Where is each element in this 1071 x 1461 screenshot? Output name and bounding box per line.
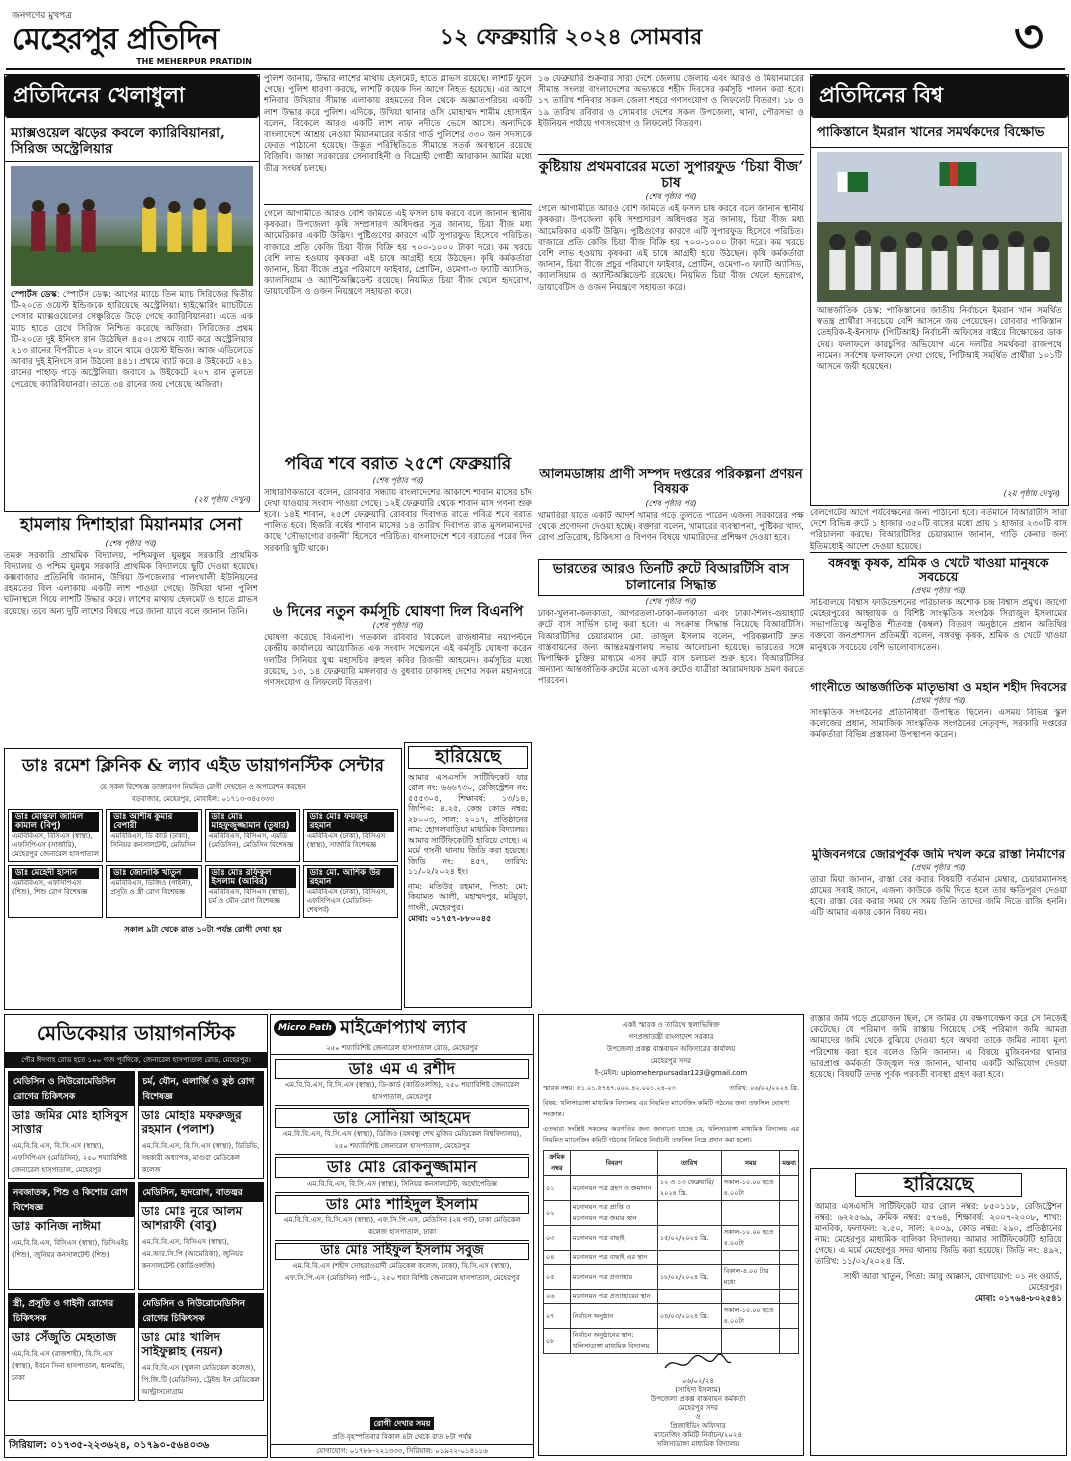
clinic-doctor-card: ডাঃ মো. আশিক উর রহমান এমবিবিএস (ঢাকা), বিসিএস, এফসিপিএস (মেডিসিন-শেষপর্ব)	[303, 865, 398, 918]
world-lower-column	[810, 508, 1067, 744]
myanmar-article	[4, 514, 258, 742]
lost-notice-1-title: হারিয়েছে	[408, 746, 528, 769]
lost-notice-2-body: আমার এসএসসি সার্টিফিকেট যার রোল নম্বর: ৮৫০১১৮, রেজিস্ট্রেশন নম্বর: ৬২২৫৬৯, ক্রমিক নম্বর: ৫৭৬৪, শিক্ষাবর্ষ: ২০০৭-২০০৮, শাখা: মানবিক, ফলাফল: ২.৫০, সাল: ২০০৯, কোড নম্বর: ২৯০, প্রতিষ্ঠানের নাম: মেহেরপুর মাধ্যমিক বালিকা বিদ্যালয়। আমার সার্টিফিকেটটি হারিয়ে গেছে। এ মর্মে মেহেরপুর সদর থানায় জিডি করা হয়েছে। জিডি নং: ৪৯২, তারিখ: ১১/০২/২০২৪ খ্রি.	[815, 1200, 1062, 1266]
micropath-doctor: ডাঃ মোঃ সাইফুল ইসলাম সবুজ এম.বি.বি.এস (শহীদ সোহরাওয়ার্দী মেডিকেল কলেজ, ঢাকা), বি.সি.এস (স্বাস্থ্য), এফ.সি.পি.এস (মেডিসিন) পার্ট-১, ২৫০ শয্যা বিশিষ্ট জেনারেল হাসপাতাল, মেহেরপুর	[275, 1241, 529, 1286]
cricket-photo	[11, 166, 253, 286]
newspaper-name: মেহেরপুর প্রতিদিন	[12, 22, 219, 57]
lost-notice-2-person: সাথী আরা খাতুন, পিতা: আবু আক্কাস, যোগাযোগ: ০১ নং ওয়ার্ড, মেহেরপুর।	[843, 1270, 1062, 1293]
clinic-ad-subtitle: যে সকল বিশেষজ্ঞ ডাক্তারগণ নিয়মিত রোগী দেখছেন ও অপারেশন করছেন	[100, 783, 306, 791]
signatory-name: (সাহিদা ইসলাম)	[675, 1386, 721, 1394]
micropath-doctor: ডাঃ এম এ রশীদ এম.বি.বি.এস, বি.সি.এস (স্বাস্থ্য), ডি-কার্ড (কার্ডিওলজি), ২৫০ শয্যাবিশিষ্ট জেনারেল হাসপাতাল, মেহেরপুর	[275, 1057, 529, 1106]
newspaper-name-english: THE MEHERPUR PRATIDIN	[136, 57, 252, 66]
cricket-players-illustration	[11, 166, 253, 286]
bnp-program-body: ১৬ ফেব্রুয়ারি শুক্রবার সারা দেশে জেলায় জেলায় এবং আরও ও মিয়ানমারের সীমান্ত সংলগ্ন বাংলাদেশের অভ্যন্তরে শহীদ দিবসের কর্মসূচি পালন করা হবে। ১৭ তারিখ শনিবার সকল জেলা শহরে গণসংযোগ ও লিফলেট বিতরণ। ১৮ ও ১৯ তারিখ রবিবার ও সোমবার দেশের সকল উপজেলা, থানা, পৌরসভা ও ইউনিয়ন পর্যায়ে গণসংযোগ ও লিফলেট বিতরণ।	[538, 74, 804, 129]
mujibnagar-body: তারা মিয়া জানান, রাস্তা বের করার বিষয়টি বর্তমান মেম্বার, চেয়ারম্যানসহ গ্রামের সবাই জানে, এজন্য কাউকে জমি দিতে হলে তার ক্ষতিপূরণ দেওয়া হবে। রাস্তা বের করার সময় সে সময় তিনি তাদের জমি দিতে রাজি হননি। এটি আমার একার কোন বিষয় নয়।	[810, 874, 1067, 919]
sports-headline: ম্যাক্সওয়েল ঝড়ের কবলে ক্যারিবিয়ানরা, সিরিজ অস্ট্রেলিয়ার	[5, 118, 259, 162]
world-headline: পাকিস্তানে ইমরান খানের সমর্থকদের বিক্ষোভ	[811, 118, 1068, 148]
bnp-headline: ৬ দিনের নতুন কর্মসূচি ঘোষণা দিল বিএনপি	[272, 602, 524, 620]
bnp-continued: (শেষ পৃষ্ঠার পর)	[372, 621, 424, 631]
world-continued: (২য় পৃষ্ঠায় দেখুন)	[1003, 489, 1060, 498]
table-row: ০৮ নির্বাচন অনুষ্ঠানের স্থান: খলিসাডাঙ্গা মাধ্যমিক বিদ্যালয়	[544, 1329, 799, 1354]
masthead-tagline: জনগণের মুখপত্র	[12, 11, 72, 21]
clinic-doctor-grid	[5, 809, 401, 918]
bangabandhu-headline: বঙ্গবন্ধু কৃষক, শ্রমিক ও খেটে খাওয়া মানুষকে সবচেয়ে	[810, 552, 1067, 585]
signatory-role: প্রিজাইডিং অফিসার	[670, 1422, 726, 1430]
lost-notice-1-mobile: মোবা: ০১৭৫৭-৮৮০০৪৫	[408, 914, 492, 924]
border-news-body: পুলিশ জানায়, উদ্ধার লাশের মাথায় হেলমেট, হাতে গ্লাভস রয়েছে। লাশটি ফুলে গেছে। পুলিশ ধারণা করছে, লাশটি কয়েক দিন আগে নিহত হয়েছে। এর আগে শনিবার উখিয়ার সীমান্ত এলাকায় রহমতের বিল থেকে অজ্ঞাতপরিচয় একটি লাশ উদ্ধার করে পুলিশ। এদিকে, উখিয়া থানার ওসি মোহাম্মদ শামীম হোসাইন বলেন, বিকেলে আরও একটি লাশ নাফ নদীতে ভেসে আসে। অন্যদিকে বাংলাদেশে আশ্রয় নেওয়া মিয়ানমারের বর্ডার গার্ড পুলিশের ৩৩০ জন সদস্যকে ফেরত পাঠানো হয়েছে। উদ্ভূত পরিস্থিতিতে সীমান্তে সতর্ক অবস্থানে রয়েছে বিজিবি। জান্তা সরকারের সেনাবাহিনী ও বিদ্রোহী গোষ্ঠী আরাকান আর্মির মধ্যে তীব্র সংঘর্ষ চলছে।	[264, 74, 532, 174]
notice-intro: এতদ্বারা সংশ্লিষ্ট সকলের অবগতির জন্য জানানো যাচ্ছে যে, খলিসাডাঙ্গা মাধ্যমিক বিদ্যালয় এর নিয়মিত ম্যানেজিং কমিটি গঠনের নিমিত্তে নির্বাচনী তফসিল নিম্নে প্রদান করা হলো।	[543, 1125, 799, 1144]
clinic-ad-address: বড়বাজার, মেহেরপুর, মোবাইল: ০১৭১৩-৩৪৫৩৩৩	[131, 795, 275, 803]
medicare-doctor-card: মেডিসিন ও নিউরোমেডিসিন রোগের চিকিৎসক ডাঃ মোঃ খালিদ সাইফুল্লাহ (নয়ন) এম.বি.বি.এস (খুলনা মেডিকেল কলেজ), পি.জি.টি (মেডিসিন), ট্রেইন্ড ইন মেডিকেল আল্ট্রাসনোগ্রাম	[138, 1293, 265, 1401]
micropath-title: মাইক্রোপ্যাথ ল্যাব	[339, 1017, 467, 1038]
signatory-title: উপজেলা প্রকল্প বাস্তবায়ন কর্মকর্তা	[650, 1395, 746, 1403]
micropath-address: ২৫০ শয্যাবিশিষ্ট জেনারেল হাসপাতাল রোড, মেহেরপুর	[271, 1042, 533, 1055]
notice-signature-block	[599, 1352, 797, 1449]
clinic-ad-title: ডাঃ রমেশ ক্লিনিক & ল্যাব এইড ডায়াগনস্টিক সেন্টার	[22, 756, 384, 776]
chia-seed-body: গেলে আগামীতে আরও বেশি জমিতে এই ফসল চাষ করবে বলে জানান স্থানীয় কৃষকরা। উপজেলা কৃষি সম্প্রসারণ অধিদপ্তর সূত্র জানায়, চিয়া বীজ মধ্য আমেরিকার একটি উদ্ভিদ। পুষ্টিগুণের কারণে এটি সুপারফুড হিসেবে পরিচিত। বাজারে প্রতি কেজি চিয়া বীজ বিক্রি হয় ৭০০-১০০০ টাকা দরে। কম খরচে বেশি লাভ হওয়ায় কৃষকরা এই চাষে আগ্রহী হয়ে উঠছেন। কৃষি কর্মকর্তারা জানান, চিয়া বীজে প্রচুর পরিমাণে ফাইবার, প্রোটিন, ওমেগা-৩ ফ্যাটি অ্যাসিড, ক্যালসিয়াম ও অ্যান্টিঅক্সিডেন্ট রয়েছে। নিয়মিত চিয়া বীজ খেলে হৃদরোগ, ডায়াবেটিস ও ওজন নিয়ন্ত্রণে সহায়তা করে।	[538, 204, 804, 293]
lost-notice-2-mobile: মোবা: ০১৭৬৪-৮০২৫৪১	[974, 1293, 1062, 1304]
table-header-row: ক্রমিক নম্বর বিবরণ তারিখ সময় মন্তব্য	[544, 1151, 799, 1176]
table-row: ০২ মনোনয়ন পত্র প্রাপ্তি ও মনোনয়ন পত্র জমার স্থান	[544, 1201, 799, 1226]
micropath-timing	[271, 1411, 533, 1443]
medicare-doctor-card: নবজাতক, শিশু ও কিশোর রোগ বিশেষজ্ঞ ডাঃ কানিজ নাঈমা এম.বি.বি.এস, বিসিএস (স্বাস্থ্য), ডিসিএইচ (শিশু), জুনিয়র কনসালটেন্ট (শিশু)	[8, 1182, 135, 1290]
ramesh-clinic-ad	[4, 748, 402, 1010]
clinic-doctor-card: ডাঃ জোনাকি খাতুন এমবিবিএস, ডিজিও (গাইনী), প্রসূতি ও স্ত্রী রোগ বিশেষজ্ঞ	[106, 865, 201, 918]
notice-line-4: মেহেরপুর সদর	[650, 1057, 692, 1065]
notice-line-1: একই স্মারক ও তারিখে স্থলাভিষিক্ত	[622, 1021, 720, 1029]
clinic-ad-footer: সকাল ৯টা থেকে রাত ১০টা পর্যন্ত রোগী দেখা হয়	[124, 925, 282, 934]
page-number: ৩	[1014, 9, 1044, 63]
masthead	[6, 6, 1065, 70]
shab-e-barat-continued: (শেষ পৃষ্ঠার পর)	[372, 475, 424, 485]
lost-notice-1-person: নাম: মতিউর রহমান, পিতা: মো: কিয়ামত আলী, মহাম্মদপুর, মটমুড়া, গাংনী, মেহেরপুর।	[408, 881, 528, 912]
medicare-address: পৌর ঈদগাহ রোড হতে ১০০ গজ পূর্বদিকে, জেনারেল হাসপাতাল রোড, মেহেরপুর।	[5, 1052, 267, 1068]
medicare-doctor-card: চর্ম, যৌন, এলার্জি ও কুষ্ঠ রোগ বিশেষজ্ঞ ডাঃ মোহাঃ মফরুজুর রহমান (পলাশ) এম.বি.বি.এস, বি.সি.এস (স্বাস্থ্য), ডিডিভি, সহকারী অধ্যাপক, মাগুরা মেডিকেল কলেজ	[138, 1071, 265, 1179]
myanmar-body: তমরু সরকারি প্রাথমিক বিদ্যালয়, পশ্চিমকুল ঘুমধুম সরকারি প্রাথমিক বিদ্যালয় ও পশ্চিম ঘুমধুম সরকারি প্রাথমিক বিদ্যালয়ে ছুটি দেওয়া হয়েছে। কক্সবাজার প্রতিনিধি জানান, উখিয়া উপজেলার পালংখালী ইউনিয়নের রহমতের বিল এলাকায় একটি লাশ পাওয়া গেছে। উখিয়া থানা পুলিশ ঘটনাস্থলে গিয়ে লাশটি উদ্ধার করে। লাশের মাথায় হেলমেট ও হাতে গ্লাভস রয়েছে। তবে অন্য দুটি লাশের বিষয়ে পরে জানা যাবে বলে জানান তিনি।	[4, 550, 258, 617]
micropath-timing-text: প্রতি বৃহস্পতিবার বিকাল ৪টা থেকে রাত ৮টা পর্যন্ত	[332, 1433, 472, 1441]
clinic-doctor-card: ডাঃ আশীষ কুমার বেপারী এমবিবিএস, ডি কার্ড (ঢাকা), সিনিয়র কনসালটেন্ট, মেডিসিন	[106, 809, 201, 862]
micropath-lab-ad	[270, 1014, 534, 1458]
livestock-continued: (শেষ পৃষ্ঠার পর)	[645, 499, 697, 509]
mujibnagar-continuation-body: রাস্তার জমি গড়ে প্রয়োজন ছিল, সে জমির যে রক্ষণাবেক্ষণ করে সে নিজেই কেটেছে। যে পরিমাণ জমি রাস্তায় গিয়েছে সেই পরিমাণ জমি আমরা আমাদের জমি থেকে বুঝিয়ে দেওয়া হবে অথবা তাকে জমির ন্যায্য মূল্য পরিশোধ করা হবে বলেও তিনি জানান। এ বিষয়ে মুজিবনগর থানার ভারপ্রাপ্ত কর্মকর্তা উজ্জ্বল দত্ত জানান, থানায় একটি অভিযোগ দেওয়া হয়েছে। বিষয়টি তদন্ত পূর্বক পরবর্তী ব্যবস্থা গ্রহণ করা হবে।	[810, 1014, 1067, 1081]
brtc-continued-body: বেলগেটের আগে পর্যবেক্ষনের জন্য পাঠানো হবে। বর্তমানে বিআরটিসি সারা দেশে বিভিন্ন রুটে ১ হাজার ৩৫০টি বাসের মধ্যে প্রায় ১ হাজার ২৩০টি বাস পরিচালনা করছে। বিআরটিসির চেয়ারম্যান জানান, গাড়ি কেনার জন্য ইতিমধ্যেই আদেশ দেওয়া হয়েছে।	[810, 508, 1067, 552]
sports-section: প্রতিদিনের খেলাধুলা ম্যাক্সওয়েল ঝড়ের কবলে ক্যারিবিয়ানরা, সিরিজ অস্ট্রেলিয়ার স্পোর্টস ডেস্ক: স্পোর্টস ডেস্ক: আগের ম্যাচে তিন ম্যাচ সিরিজের দ্বিতীয় টি-২০তে ওয়েস্ট ইন্ডিজকে হারিয়েছে অস্ট্রেলিয়া। হাইস্কোরিং ম্যাচটিতে পেসার ম্যাক্সওয়েলের সেঞ্চুরিতে উড়ে গেছে ক্যারিবিয়ানরা। এতে এক ম্যাচ হাতে রেখে সিরিজ নিশ্চিত করেছে অজিরা। সিরিজের প্রথম টি-২০তে দুই ইনিংস রান উঠেছিল ৪৫০। প্রথমে ব্যাট করে অস্ট্রেলিয়ার ২১৩ রানের বিপরীতে ২০৮ রানে থামে ওয়েস্ট ইন্ডিজ। আজ এডিলেডে আবার দুই ইনিংসে রান উঠলো ৪৪১। প্রথমে ব্যাট করে ৪ উইকেটে ২৪১ রানের পাহাড় গড়ে অস্ট্রেলিয়া। জবাবে ৯ উইকেটে ২০৭ রান তুলতে পেরেছে ক্যারিবিয়ানরা। তাতে ৩৪ রানের জয় পেয়েছে অজিরা। (২য় পৃষ্ঠায় দেখুন)	[4, 74, 260, 512]
clinic-doctor-card: ডাঃ মোস্তফা জামিল কামাল (বিপু) এমবিবিএস, বিসিএস (স্বাস্থ্য), এফসিপিএস (সার্জারি), মেহেরপুর জেনারেল হাসপাতাল	[8, 809, 103, 862]
livestock-headline: আলমডাঙ্গায় প্রাণী সম্পদ দপ্তরের পরিকল্পনা প্রণয়ন বিষয়ক	[539, 467, 803, 498]
micropath-logo: Micro Path	[274, 1020, 336, 1036]
livestock-body: খামারিরা যাতে একটি আদর্শ খামার গড়ে তুলতে পারেন এজন্য সরকারের পক্ষ থেকে প্রণোদনা দেওয়া হচ্ছে। বক্তারা বলেন, খামারের ব্যবস্থাপনা, পুষ্টিকর খাদ্য, রোগ প্রতিরোধ, চিকিৎসা ও বিপণন বিষয়ে খামারিদের প্রশিক্ষণ দেওয়া হবে।	[538, 511, 804, 544]
signature-icon	[663, 1352, 733, 1374]
notice-date: তারিখ: ০৬/০২/২০২৪ খ্রি.	[729, 1084, 799, 1092]
micropath-header	[271, 1015, 533, 1042]
sports-banner: প্রতিদিনের খেলাধুলা	[5, 75, 259, 118]
notice-subject: বিষয়: খলিসাডাঙ্গা মাধ্যমিক বিদ্যালয় এর নিয়মিত ম্যানেজিং কমিটি গঠনের জন্য তফসিল ঘোষণা সংক্রান্ত।	[543, 1099, 790, 1118]
notice-memo: স্মারক নম্বর: ৫১.০১.৫৭৪৭.০০০.৪২.০০১.২৪-২৩	[543, 1084, 676, 1092]
medicare-doctor-card: মেডিসিন, হৃদরোগ, বাতজ্বর ডাঃ মোঃ নুরে আলম আশরাফী (বাবু) এম.বি.বি.এস, বিসিএস (স্বাস্থ্য), এম.আর.সি.পি (আমেরিকা), জুনিয়র কনসালটেন্ট (কার্ডিওলজি)	[138, 1182, 265, 1290]
brtc-body: ঢাকা-খুলনা-কলকাতা, আগরতলা-ঢাকা-কলকাতা এবং ঢাকা-শিলং-গুয়াহাটি রুটে বাস সার্ভিস চালু করা হবে। এ সংক্রান্ত সিদ্ধান্ত নিয়েছে বিআরটিসি। বিআরটিসির চেয়ারম্যান মো. তাজুল ইসলাম বলেন, পরিকল্পনাটি দ্রুত বাস্তবায়নের জন্য আন্তঃমন্ত্রণালয় সভায় আলোচনা হয়েছে। ভারতের সঙ্গে দ্বিপাক্ষিক চুক্তির মাধ্যমে এসব রুটে বাস চলাচল শুরু হবে। বিআরটিসির অন্যান্য আন্তর্জাতিক রুটের মতো এসব রুটেও যাত্রীরা আরামদায়ক ভ্রমণ করতে পারবেন।	[538, 609, 804, 687]
gangni-headline: গাংনীতে আন্তর্জাতিক মাতৃভাষা ও মহান শহীদ দিবসের	[810, 679, 1067, 694]
micropath-doctor: ডাঃ সোনিয়া আহমেদ এম.বি.বি.এস, বি.সি.এস (স্বাস্থ্য), ডিজিও (বঙ্গবন্ধু শেখ মুজিব মেডিকেল বিশ্ববিদ্যালয়), ২৫০ শয্যাবিশিষ্ট জেনারেল হাসপাতাল, মেহেরপুর	[275, 1106, 529, 1155]
clinic-doctor-card: ডাঃ মোঃ রফিকুল ইসলাম (আবির) এমবিবিএস, বিসিএস (স্বাস্থ্য), চর্ম ও যৌন রোগ বিশেষজ্ঞ	[205, 865, 300, 918]
table-row: ০৭ নির্বাচন অনুষ্ঠান ০৪/০৩/২০২৪ খ্রি. সকাল-১০.০০ হতে ৪.০০টা	[544, 1304, 799, 1329]
world-banner: প্রতিদিনের বিশ্ব	[811, 75, 1068, 118]
signatory-committee: ম্যানেজিং কমিটি নির্বাচন/২০২৪	[654, 1431, 742, 1439]
middle-column	[264, 74, 532, 744]
sports-continued: (২য় পৃষ্ঠায় দেখুন)	[194, 495, 251, 504]
bangabandhu-body: সচিবালয়ে বিশ্বাস ফাউন্ডেশনের পরিচালক অশোক চন্দ্র বিশ্বাস প্রমুখ। জাগো মেহেরপুরের আহ্বায়ক ও বিশিষ্ট সাংস্কৃতিক সংগঠক সিরাজুল ইসলামের সভাপতিত্বে অনুষ্ঠিত শীতবস্ত্র (কম্বল) বিতরণ অনুষ্ঠানে প্রধান অতিথির বক্তব্যে জনপ্রশাসন প্রতিমন্ত্রী বলেন, বঙ্গবন্ধু কৃষক, শ্রমিক ও খেটে খাওয়া মানুষকে সবচেয়ে বেশি ভালোবাসতেন।	[810, 597, 1067, 653]
signatory-and: ও	[695, 1413, 701, 1421]
notice-email: ই-মেইল: upiomeherpursadar123@gmail.com	[594, 1069, 748, 1077]
clinic-doctor-card: ডাঃ মোঃ ফয়জুর রহমান এমবিবিএস (ঢাকা), বিসিএস (স্বাস্থ্য), সার্জারি বিশেষজ্ঞ	[303, 809, 398, 862]
chia-seed-continued: (শেষ পৃষ্ঠার পর)	[645, 192, 697, 202]
signature-date: ০৬/০২/২৪	[681, 1377, 715, 1385]
signatory-school: খলিসাডাঙ্গা মাধ্যমিক বিদ্যালয়	[656, 1440, 740, 1448]
shab-e-barat-body: সাধারণিকভাবে বলেন, রোববার সন্ধ্যায় বাংলাদেশের আকাশে শাবান মাসের চাঁদ দেখা যাওয়ার সংবাদ পাওয়া গেছে। ১২ই ফেব্রুয়ারি থেকে শাবান মাস গণনা শুরু হবে। ১৪ই শাবান, ২৫শে ফেব্রুয়ারি রোববার দিবাগত রাতে পবিত্র শবে বরাত পালিত হবে। হিজরি বর্ষের শাবান মাসের ১৪ তারিখ দিবাগত রাত মুসলমানদের কাছে ‘সৌভাগ্যের রজনী’ হিসেবে পরিচিত। বাংলাদেশে শবে বরাতের পরের দিন সরকারি ছুটি থাকে।	[264, 487, 532, 554]
middle-extra-body: গেলে আগামীতে আরও বেশি জমিতে এই ফসল চাষ করবে বলে জানান স্থানীয় কৃষকরা। উপজেলা কৃষি সম্প্রসারণ অধিদপ্তর সূত্র জানায়, চিয়া বীজ মধ্য আমেরিকার একটি উদ্ভিদ। পুষ্টিগুণের কারণে এটি সুপারফুড হিসেবে পরিচিত। বাজারে প্রতি কেজি চিয়া বীজ বিক্রি হয় ৭০০-১০০০ টাকা দরে। কম খরচে বেশি লাভ হওয়ায় কৃষকরা এই চাষে আগ্রহী হয়ে উঠছেন। কৃষি কর্মকর্তারা জানান, চিয়া বীজে প্রচুর পরিমাণে ফাইবার, প্রোটিন, ওমেগা-৩ ফ্যাটি অ্যাসিড, ক্যালসিয়াম ও অ্যান্টিঅক্সিডেন্ট রয়েছে। নিয়মিত চিয়া বীজ খেলে হৃদরোগ, ডায়াবেটিস ও ওজন নিয়ন্ত্রণে সহায়তা করে।	[264, 209, 532, 298]
table-row: ০১ মনোনয়ন পত্র গ্রহণ ও জমাদান ১২ ও ১৩ ফেব্রুয়ারি/২০২৪ খ্রি. সকাল-১০.০০ হতে ৪.০০টা	[544, 1176, 799, 1201]
shab-e-barat-headline: পবিত্র শবে বরাত ২৫শে ফেব্রুয়ারি	[284, 454, 512, 474]
brtc-continued: (শেষ পৃষ্ঠার পর)	[645, 597, 697, 607]
sports-body: স্পোর্টস ডেস্ক: আগের ম্যাচে তিন ম্যাচ সিরিজের দ্বিতীয় টি-২০তে ওয়েস্ট ইন্ডিজকে হারিয়েছে অস্ট্রেলিয়া। হাইস্কোরিং ম্যাচটিতে পেসার ম্যাক্সওয়েলের সেঞ্চুরিতে উড়ে গেছে ক্যারিবিয়ানরা। এতে এক ম্যাচ হাতে রেখে সিরিজ নিশ্চিত করেছে অজিরা। সিরিজের প্রথম টি-২০তে দুই ইনিংস রান উঠেছিল ৪৫০। প্রথমে ব্যাট করে অস্ট্রেলিয়ার ২১৩ রানের বিপরীতে ২০৮ রানে থামে ওয়েস্ট ইন্ডিজ। আজ এডিলেডে আবার দুই ইনিংসে রান উঠলো ৪৪১। প্রথমে ব্যাট করে ৪ উইকেটে ২৪১ রানের পাহাড় গড়ে অস্ট্রেলিয়া। জবাবে ৯ উইকেটে ২০৭ রান তুলতে পেরেছে ক্যারিবিয়ানরা। তাতে ৩৪ রানের জয় পেয়েছে অজিরা।	[11, 290, 253, 390]
medicare-doctor-card: মেডিসিন ও নিউরোমেডিসিন রোগের চিকিৎসক ডাঃ জমির মোঃ হাসিবুস সাত্তার এম.বি.বি.এস, বি.সি.এস (স্বাস্থ্য), এফসিপিএস (মেডিসিন), ২৫০ শয্যাবিশিষ্ট জেনারেল হাসপাতাল, মেহেরপুর	[8, 1071, 135, 1179]
table-row: ০৪ মনোনয়ন পত্র বাছাই এর স্থান	[544, 1251, 799, 1265]
notice-line-2: গণপ্রজাতন্ত্রী বাংলাদেশ সরকার	[628, 1033, 714, 1041]
notice-memo-row	[543, 1083, 799, 1094]
micropath-timing-label: রোগী দেখার সময়	[370, 1417, 435, 1430]
medicare-serial: সিরিয়াল: ০১৭৩৫-২২৩৬২৪, ০১৭৯০-৫৬৪০৩৬	[5, 1435, 267, 1457]
clinic-doctor-card: ডাঃ মেহেদী হাসান এমবিবিএস, এফসিপিএস (শিশু), শিশু রোগ বিশেষজ্ঞ	[8, 865, 103, 918]
chia-seed-headline: কুষ্টিয়ায় প্রথমবারের মতো সুপারফুড ‘চিয়া বীজ’ চাষ	[538, 154, 804, 191]
newspaper-logo	[12, 8, 262, 64]
protest-crowd-illustration	[817, 152, 1062, 302]
clinic-doctor-card: ডাঃ মোঃ মাহফুজুজ্জামান (তুষার) এমবিবিএস, বিসিএস, এমডি (মেডিসিন), মেডিসিন বিশেষজ্ঞ	[205, 809, 300, 862]
pti-protest-photo	[817, 152, 1062, 302]
medicare-title: মেডিকেয়ার ডায়াগনস্টিক	[36, 1021, 236, 1045]
govt-election-notice	[538, 1014, 804, 1456]
micropath-doctor-list	[271, 1055, 533, 1288]
issue-date: ১২ ফেব্রুয়ারি ২০২৪ সোমবার	[439, 24, 703, 50]
medicare-doctor-card: স্ত্রী, প্রসূতি ও গাইনী রোগের চিকিৎসক ডাঃ সেঁজুতি মেহতাজ এম.বি.বি.এস (রাজশাহী), বি.সি.এস (স্বাস্থ্য), ইবনে সিনা হাসপাতাল, ধানমন্ডি, ঢাকা	[8, 1293, 135, 1401]
gangni-continued: (প্রথম পৃষ্ঠার পর)	[911, 695, 966, 705]
election-schedule-table	[543, 1150, 799, 1354]
world-body: আন্তর্জাতিক ডেস্ক: পাকিস্তানের জাতীয় নির্বাচনে ইমরান খান সমর্থিত স্বতন্ত্র প্রার্থীরা সবচেয়ে বেশি আসনে জয় পেয়েছেন। রোববার পাকিস্তান তেহরিক-ই-ইনসাফ (পিটিআই) নির্বাচনী অফিসের বাইরে বিক্ষোভের ডাক দেয়। ফলাফলে কারচুপির অভিযোগ এনে দলটির সমর্থকরা রাজপথে নামেন। সর্বশেষ ফলাফলে দেখা গেছে, পিটিআই সমর্থিত প্রার্থীরা ১০১টি আসনে জয়ী হয়েছেন।	[817, 305, 1062, 372]
lost-notice-1	[404, 742, 532, 1008]
gangni-body: সাংস্কৃতিক সংগঠনের প্রতিনিধিরা উপস্থিত ছিলেন। এসময় বিভিন্ন স্কুল কলেজের প্রধান, সামাজিক সাংস্কৃতিক সংগঠনের নেতৃবৃন্দ, সরকারি দপ্তরের কর্মকর্তারা বিভিন্ন প্রস্তাবনা উপস্থাপন করেন।	[810, 707, 1067, 740]
sports-desk-label: স্পোর্টস ডেস্ক	[11, 290, 57, 301]
notice-line-3: উপজেলা প্রকল্প বাস্তবায়ন অফিসারের কার্যালয়	[606, 1045, 736, 1053]
micropath-doctor: ডাঃ মোঃ রোকনুজ্জামান এম.বি.বি.এস, বি.সি.এস (স্বাস্থ্য), সিনিয়র কনসালটেন্ট, অর্থোপেডিক্স	[275, 1155, 529, 1192]
lost-notice-2	[810, 1168, 1067, 1456]
micropath-contact: যোগাযোগ: ০১৭৮৮-২২১৩৩৩, সিরিয়াল: ০১৯২২-০১৪১১৬	[271, 1444, 533, 1457]
mujibnagar-article	[810, 848, 1067, 1008]
mujibnagar-headline: মুজিবনগরে জোরপূর্বক জমি দখল করে রাস্তা নির্মাণের	[811, 848, 1066, 861]
third-column	[538, 74, 804, 744]
table-row: ০৩ মনোনয়ন পত্র বাছাই ১৫/০২/২০২৪ খ্রি. সকাল-১০.০০ হতে ৪.০০টা	[544, 1226, 799, 1251]
table-row: ০৬ মনোনয়ন পত্র প্রত্যাহারের স্থান	[544, 1290, 799, 1304]
mujibnagar-continued: (প্রথম পৃষ্ঠার পর)	[911, 862, 966, 872]
myanmar-continued: (শেষ পৃষ্ঠার পর)	[105, 538, 157, 548]
brtc-headline: ভারতের আরও তিনটি রুটে বিআরটিসি বাস চালানোর সিদ্ধান্ত	[538, 559, 804, 596]
micropath-doctor: ডাঃ মোঃ শাহিদুল ইসলাম এম.বি.বি.এস, বি.সি.এস (স্বাস্থ্য), এফ.সি.পি.এস, মেডিসিন (২য় পর্ব), ঢাকা মেডিকেল কলেজ হাসপাতাল, ঢাকা	[275, 1193, 529, 1241]
table-row: ০৫ মনোনয়ন পত্র প্রত্যাহার ১৮/০২/২০২৪ খ্রি. বিকাল-৪.০০ টার মধ্যে	[544, 1265, 799, 1290]
world-section	[810, 74, 1069, 506]
medicare-doctor-grid	[5, 1068, 267, 1404]
lost-notice-1-body: আমার এসএসসি সার্টিফিকেট যার রোল নং: ৬৬৬৭৩০, রেজিস্ট্রেশন নং: ৫৫৫৩০৫, শিক্ষাবর্ষ: ১৩/১৪, জিপিএ: ৪.২৫, কেন্দ্র কোড নম্বর: ২৮০০৩, সাল: ২০১৭, প্রতিষ্ঠানের নাম: হোগলবাড়িয়া মাধ্যমিক বিদ্যালয়। আমার সার্টিফিকেটটি হারিয়ে গেছে। এ মর্মে গাংনী থানায় জিডি করা হয়েছে। জিডি নং: ৪৫৭, তারিখ: ১১/০২/২০২৪ ইং।	[408, 772, 528, 877]
bangabandhu-continued: (প্রথম পৃষ্ঠার পর)	[911, 585, 966, 595]
signatory-place: মেহেরপুর সদর	[677, 1404, 719, 1412]
lost-notice-2-title: হারিয়েছে	[855, 1173, 1022, 1197]
mujibnagar-continuation	[810, 1014, 1067, 1164]
medicare-diagnostic-ad	[4, 1014, 268, 1458]
myanmar-headline: হামলায় দিশাহারা মিয়ানমার সেনা	[20, 515, 242, 535]
bnp-body: ঘোষণা করেছে বিএনপি। গতকাল রবিবার বিকেলে রাজধানীর নয়াপল্টনে কেন্দ্রীয় কার্যালয়ে আয়োজিত এক সংবাদ সম্মেলনে এই কর্মসূচি ঘোষণা করেন দলটির সিনিয়র যুগ্ম মহাসচিব রুহুল কবির রিজভী আহমেদ। কর্মসূচির মধ্যে রয়েছে, ১৩, ১৪ ফেব্রুয়ারি মঙ্গলবার ও বুধবার ঢাকাসহ দেশের সকল মহানগরে গণসংযোগ ও লিফলেট বিতরণ।	[264, 633, 532, 689]
